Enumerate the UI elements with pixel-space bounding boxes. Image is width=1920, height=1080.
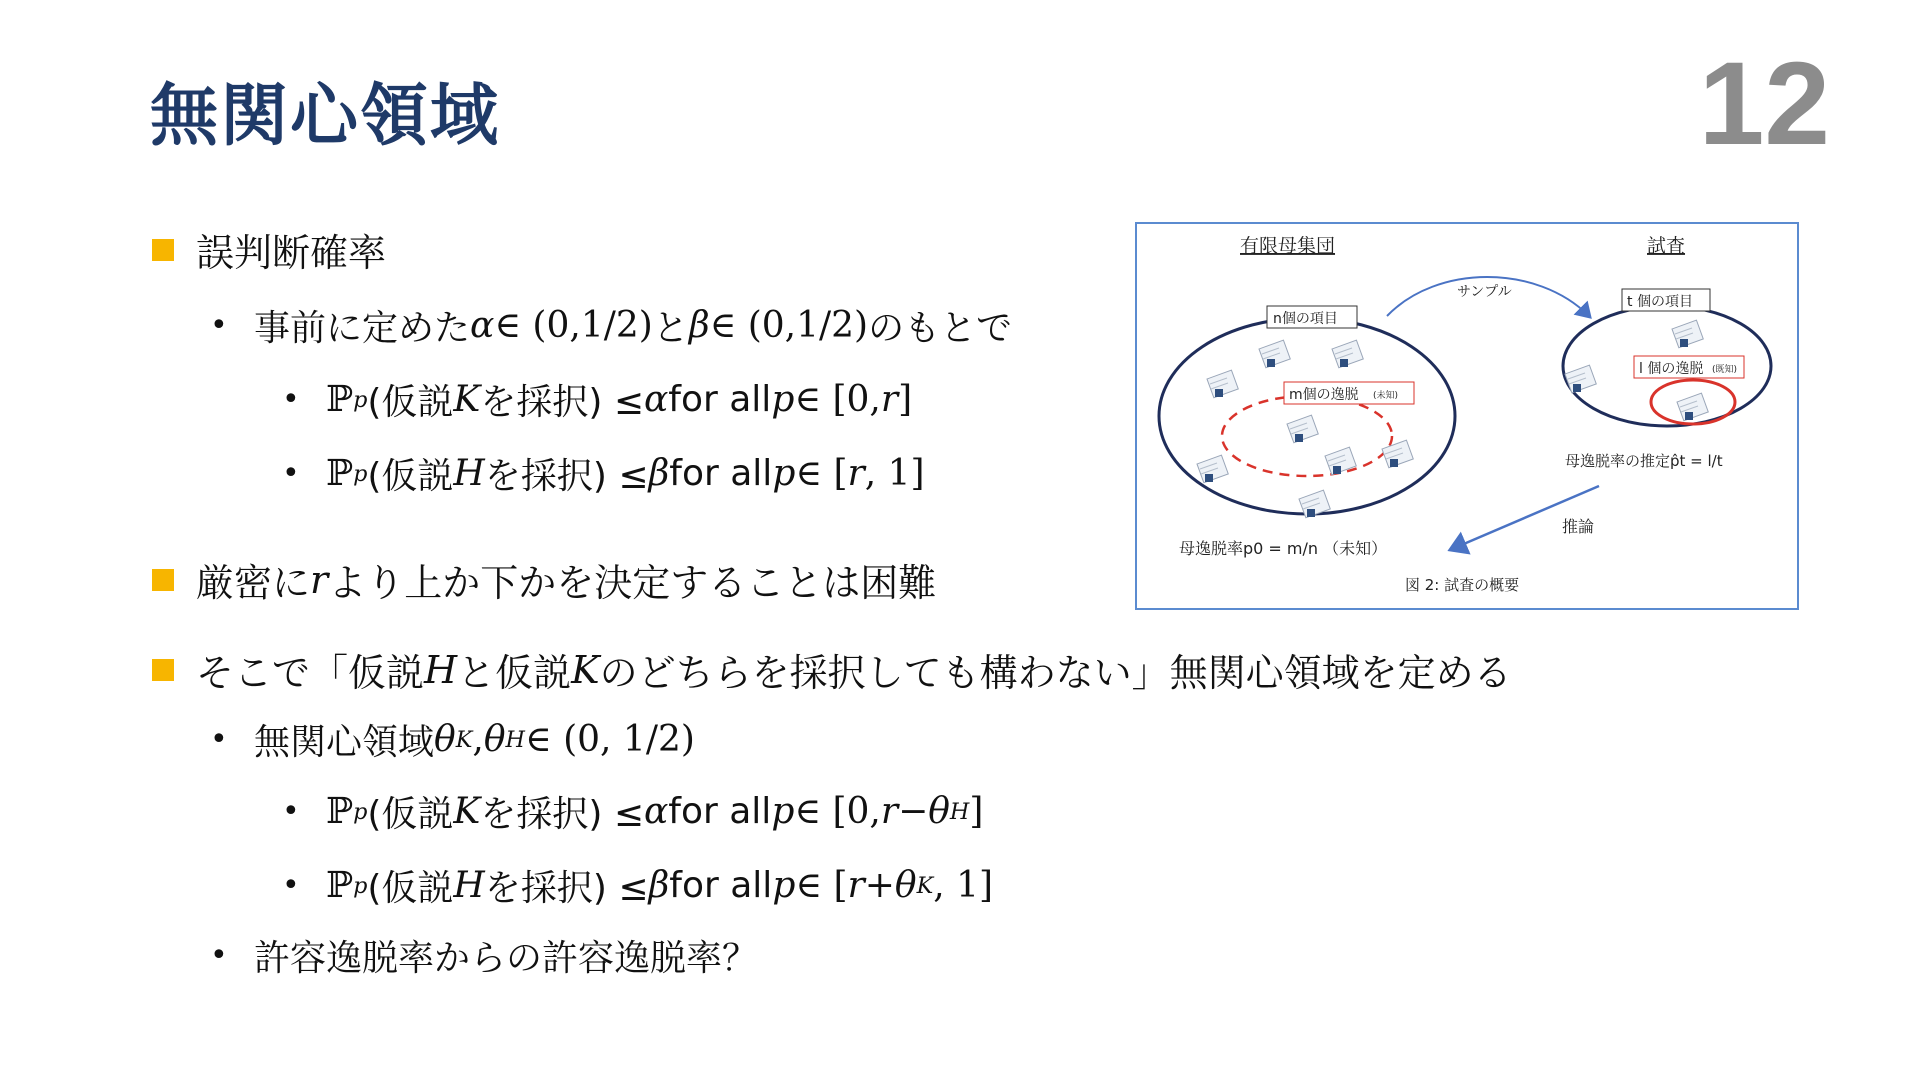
bullet-square-icon xyxy=(152,569,174,591)
bullet-square-icon xyxy=(152,239,174,261)
svg-text:n個の項目: n個の項目 xyxy=(1273,311,1338,327)
bullet-dot-icon: • xyxy=(210,938,228,973)
bullet-dot-icon: • xyxy=(282,456,300,491)
bullet-dot-icon: • xyxy=(282,382,300,417)
sub-bullet-theta: • 無関心領域 θ K , θ H ∈ (0, 1/2) xyxy=(210,719,695,763)
bullet-dot-icon: • xyxy=(282,794,300,829)
bullet-dot-icon: • xyxy=(282,868,300,903)
page-title: 無関心領域 xyxy=(150,77,501,156)
sample-label: サンプル xyxy=(1457,284,1512,300)
bullet-error-probability xyxy=(152,222,386,277)
sub-bullet-tolerable-rate: • 許容逸脱率からの許容逸脱率？ xyxy=(210,938,759,979)
sampling-diagram xyxy=(1137,224,1801,612)
svg-text:m個の逸脱: m個の逸脱 xyxy=(1289,387,1359,403)
svg-text:l 個の逸脱: l 個の逸脱 xyxy=(1639,361,1704,377)
estimate-label: 母逸脱率の推定p̂t = l/t xyxy=(1565,452,1723,470)
svg-text:(既知): (既知) xyxy=(1712,365,1738,375)
population-ellipse xyxy=(1159,318,1455,514)
left-heading: 有限母集団 xyxy=(1240,235,1336,257)
bullet-dot-icon: • xyxy=(210,308,228,343)
sub-bullet-alpha-beta: • 事前に定めた α ∈ (0,1/2) と β ∈ (0,1/2) のもとで xyxy=(210,305,1013,349)
condition-h-beta: • ℙ p (仮説 H を採択) ≤ β for all p ∈ [ r , 1] xyxy=(282,453,925,497)
sampling-figure xyxy=(1135,222,1799,610)
population-rate-label: 母逸脱率p0 = m/n （未知） xyxy=(1179,539,1388,558)
bullet-indifference-region: そこで「仮説 H と仮説 K のどちらを採択しても構わない」無関心領域を定める xyxy=(152,642,1512,697)
bullet-dot-icon: • xyxy=(210,722,228,757)
figure-caption: 図 2: 試査の概要 xyxy=(1405,576,1520,594)
inference-label: 推論 xyxy=(1562,517,1595,536)
right-heading: 試査 xyxy=(1647,235,1686,257)
bullet-difficulty: 厳密に r より上か下かを決定することは困難 xyxy=(152,552,936,607)
condition-k-alpha: • ℙ p (仮説 K を採択) ≤ α for all p ∈ [0, r ] xyxy=(282,379,913,423)
svg-text:t 個の項目: t 個の項目 xyxy=(1627,294,1693,310)
svg-text:(未知): (未知) xyxy=(1373,391,1399,401)
bullet-text: 誤判断確率 xyxy=(196,231,387,275)
condition-h-beta-theta: • ℙ p (仮説 H を採択) ≤ β for all p ∈ [ r + θ K , 1] xyxy=(282,865,994,909)
bullet-square-icon xyxy=(152,659,174,681)
condition-k-alpha-theta: • ℙ p (仮説 K を採択) ≤ α for all p ∈ [0, r − θ H ] xyxy=(282,791,984,835)
page-number: 12 xyxy=(1698,38,1830,170)
